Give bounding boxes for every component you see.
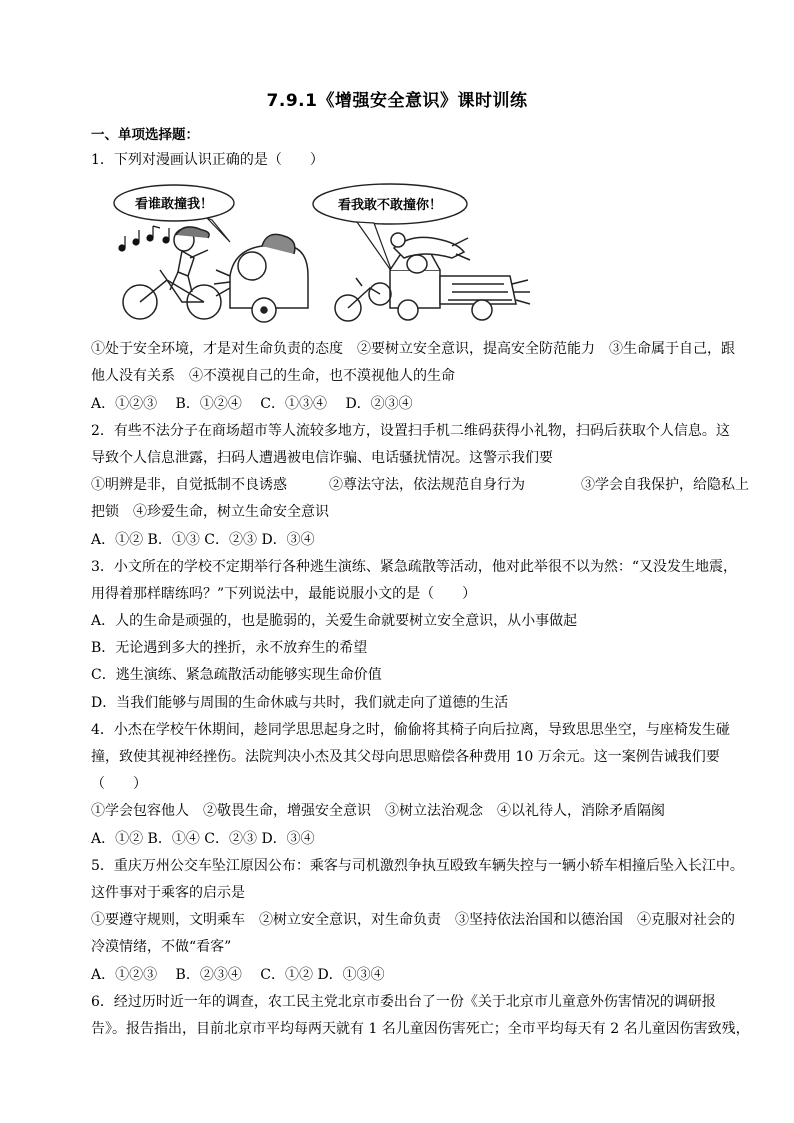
- question-2-statements-line-2: 把锁 ④珍爱生命，树立生命安全意识: [91, 504, 329, 520]
- truck-icon: [390, 252, 530, 320]
- question-3-option-b: B．无论遇到多大的挫折，永不放弃生的希望: [91, 640, 368, 656]
- question-4-stem-line-1: 4．小杰在学校午休期间，趁同学思思起身之时，偷偷将其椅子向后拉离，导致思思坐空，与座椅发生碰: [91, 722, 730, 738]
- question-3-option-a: A．人的生命是顽强的，也是脆弱的，关爱生命就要树立安全意识，从小事做起: [91, 613, 578, 629]
- question-3-option-c: C．逃生演练、紧急疏散活动能够实现生命价值: [91, 667, 382, 683]
- car-icon: [214, 234, 308, 322]
- question-4-statements: ①学会包容他人 ②敬畏生命，增强安全意识 ③树立法治观念 ④以礼待人，消除矛盾隔阂: [91, 803, 665, 819]
- question-1-options: A．①②③ B．①②④ C．①③④ D．②③④: [91, 396, 413, 412]
- question-2-stem-line-2: 导致个人信息泄露，扫码人遭遇被电信诈骗、电话骚扰情况。这警示我们要: [91, 450, 553, 466]
- question-2-stem-line-1: 2．有些不法分子在商场超市等人流较多地方，设置扫手机二维码获得小礼物，扫码后获取个人信息。这: [91, 423, 730, 439]
- question-5-stem-line-1: 5．重庆万州公交车坠江原因公布：乘客与司机激烈争执互殴致车辆失控与一辆小轿车相撞后坠入长江中。: [91, 858, 744, 874]
- question-5-statements-line-1: ①要遵守规则，文明乘车 ②树立安全意识，对生命负责 ③坚持依法治国和以德治国 ④克服对社会的: [91, 912, 735, 928]
- left-bubble-text: 看谁敢撞我！: [134, 197, 214, 212]
- section-heading: 一、单项选择题：: [91, 127, 199, 143]
- question-5-options: A．①②③ B．②③④ C．①② D．①③④: [91, 967, 385, 983]
- question-5-statements-line-2: 冷漠情绪，不做“看客”: [91, 939, 232, 955]
- question-2-options: A．①② B．①③ C．②③ D．③④: [91, 532, 315, 548]
- question-4-stem-line-3: （ ）: [91, 776, 147, 792]
- music-notes-icon: [119, 226, 169, 251]
- question-6-stem-line-2: 告》。报告指出，目前北京市平均每两天就有 1 名儿童因伤害死亡；全市平均每天有 2 名儿童因伤害致残，: [91, 1021, 750, 1037]
- question-1-stem: 1．下列对漫画认识正确的是（ ）: [91, 152, 324, 168]
- right-bubble-text: 看我敢不敢撞你！: [337, 198, 443, 213]
- question-3-stem-line-1: 3．小文所在的学校不定期举行各种逃生演练、紧急疏散等活动，他对此举很不以为然：“又没发生地震，: [91, 559, 738, 575]
- question-6-stem-line-1: 6．经过历时近一年的调查，农工民主党北京市委出台了一份《关于北京市儿童意外伤害情况的调研报: [91, 994, 716, 1010]
- question-1-statements-line-1: ①处于安全环境，才是对生命负责的态度 ②要树立安全意识，提高安全防范能力 ③生命属于自己，跟: [91, 341, 735, 357]
- question-2-statements-line-1: ①明辨是非，自觉抵制不良诱惑 ②尊法守法，依法规范自身行为 ③学会自我保护，给隐私上: [91, 477, 749, 493]
- document-title: 7.9.1《增强安全意识》课时训练: [266, 91, 528, 111]
- question-4-options: A．①② B．①④ C．②③ D．③④: [91, 831, 315, 847]
- question-3-option-d: D．当我们能够与周围的生命休戚与共时，我们就走向了道德的生活: [91, 695, 509, 711]
- question-1-statements-line-2: 他人没有关系 ④不漠视自己的生命，也不漠视他人的生命: [91, 368, 455, 384]
- fallen-bicycle-icon: [335, 278, 391, 321]
- question-4-stem-line-2: 撞，致使其视神经挫伤。法院判决小杰及其父母向思思赔偿各种费用 10 万余元。这一案例告诫我们要: [91, 749, 720, 765]
- question-3-stem-line-2: 用得着那样瞎练吗？”下列说法中，最能说服小文的是（ ）: [91, 586, 477, 602]
- cartoon-illustration: [112, 180, 532, 330]
- question-5-stem-line-2: 这件事对于乘客的启示是: [91, 885, 245, 901]
